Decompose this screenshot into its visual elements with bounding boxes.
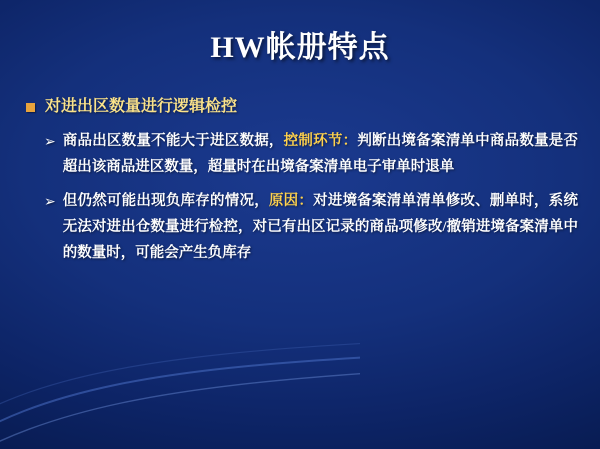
list-item <box>26 96 578 118</box>
level1-label: 对进出区数量进行逻辑检控 <box>45 98 238 115</box>
text-segment-highlight: 控制环节： <box>283 133 358 149</box>
square-bullet-icon <box>26 103 35 112</box>
level2-label <box>63 188 578 266</box>
decorative-swoosh <box>0 299 360 449</box>
arrow-bullet-icon: ➢ <box>44 193 56 209</box>
level2-label <box>63 128 578 180</box>
text-segment: 判断出境备案清单中商品数量是否超出该商品进区数量，超量时在出境备案清单电子审单时退单 <box>62 133 579 175</box>
text-segment: 对进境备案清单清单修改、删单时，系统无法对进出仓数量进行检控，对已有出区记录的商品项修改/撤销进境备案清单中的数量时，可能会产生负库存 <box>62 193 579 261</box>
list-item <box>44 128 578 180</box>
list-item <box>44 188 578 266</box>
text-segment: 商品出区数量不能大于进区数据， <box>62 133 284 149</box>
page-title: HW帐册特点 <box>210 31 390 64</box>
arrow-bullet-icon: ➢ <box>44 133 56 149</box>
text-segment-highlight: 原因： <box>268 193 314 209</box>
text-segment: 但仍然可能出现负库存的情况， <box>62 193 269 209</box>
slide-body <box>26 96 578 274</box>
